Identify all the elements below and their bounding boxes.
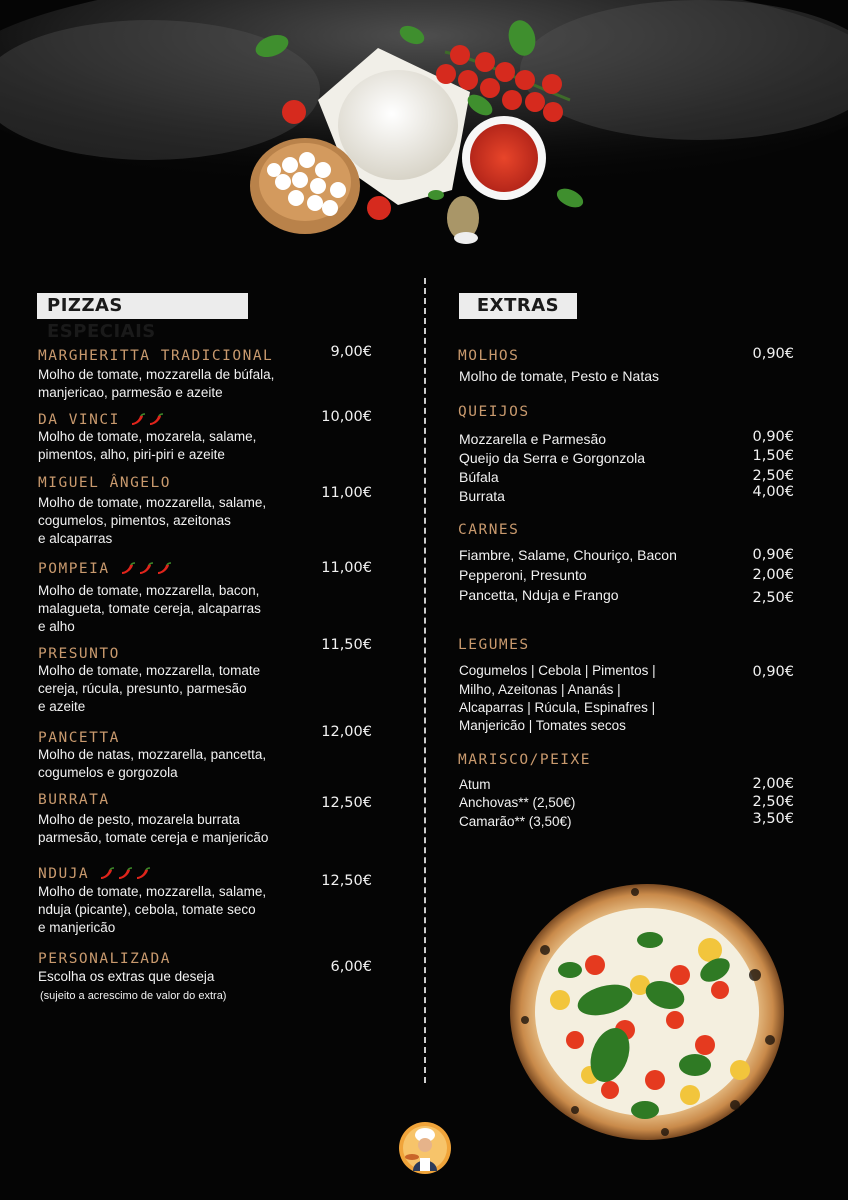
pizza-name bbox=[38, 951, 171, 967]
extras-item: Milho, Azeitonas | Ananás | bbox=[459, 682, 621, 697]
pizza-price: 10,00€ bbox=[321, 409, 372, 425]
extras-item: Queijo da Serra e Gorgonzola bbox=[459, 450, 645, 466]
pizza-name-text: DA VINCI bbox=[38, 412, 120, 428]
extras-item: Cogumelos | Cebola | Pimentos | bbox=[459, 663, 656, 678]
pizza-description: Molho de tomate, mozzarella, salame, nduja (picante), cebola, tomate seco e manjericão bbox=[38, 884, 267, 935]
extras-item: Mozzarella e Parmesão bbox=[459, 431, 607, 447]
extras-group-title: MOLHOS bbox=[458, 348, 520, 364]
pizza-price: 12,00€ bbox=[321, 724, 372, 740]
extras-item: Atum bbox=[459, 777, 491, 792]
extras-price: 2,50€ bbox=[752, 468, 794, 484]
extras-price: 2,50€ bbox=[752, 794, 794, 810]
extras-price: 0,90€ bbox=[752, 429, 794, 445]
pizza-note: (sujeito a acrescimo de valor do extra) bbox=[40, 990, 227, 1002]
chili-pepper-icon bbox=[135, 867, 151, 881]
pizza-photo-image bbox=[505, 880, 790, 1145]
extras-price: 3,50€ bbox=[752, 811, 794, 827]
extras-price: 2,00€ bbox=[752, 776, 794, 792]
spicy-level-icons bbox=[97, 866, 151, 882]
extras-item: Burrata bbox=[459, 488, 505, 504]
pizza-description: Molho de pesto, mozarela burrata parmesão, tomate cereja e manjericão bbox=[38, 812, 269, 845]
pizza-description: Molho de tomate, mozzarella de búfala, manjericao, parmesão e azeite bbox=[38, 367, 275, 400]
pizza-name bbox=[38, 646, 120, 662]
extras-item: Camarão** (3,50€) bbox=[459, 814, 572, 829]
extras-price: 2,00€ bbox=[752, 567, 794, 583]
extras-item: Anchovas** (2,50€) bbox=[459, 795, 576, 810]
pizza-description: Escolha os extras que deseja bbox=[38, 969, 215, 984]
pizza-name-text: PERSONALIZADA bbox=[38, 951, 171, 967]
extras-price: 0,90€ bbox=[752, 664, 794, 680]
pizza-name-text: MIGUEL ÂNGELO bbox=[38, 475, 171, 491]
pizza-price: 9,00€ bbox=[330, 344, 372, 360]
pizza-name bbox=[38, 412, 164, 428]
chef-logo bbox=[398, 1121, 452, 1175]
extras-item: Molho de tomate, Pesto e Natas bbox=[459, 368, 659, 384]
pizza-name bbox=[38, 348, 273, 364]
spicy-level-icons bbox=[128, 412, 164, 428]
extras-item: Manjericão | Tomates secos bbox=[459, 718, 626, 733]
extras-group-title: QUEIJOS bbox=[458, 404, 530, 420]
pizza-name-text: PANCETTA bbox=[38, 730, 120, 746]
pizza-name bbox=[38, 792, 110, 808]
chili-pepper-icon bbox=[120, 562, 136, 576]
extras-group-title: MARISCO/PEIXE bbox=[458, 752, 591, 768]
pizza-description: Molho de tomate, mozarela, salame, pimentos, alho, piri-piri e azeite bbox=[38, 429, 257, 462]
pizza-name bbox=[38, 730, 120, 746]
chili-pepper-icon bbox=[156, 562, 172, 576]
chili-pepper-icon bbox=[148, 413, 164, 427]
chili-pepper-icon bbox=[99, 867, 115, 881]
pizza-price: 11,00€ bbox=[321, 560, 372, 576]
pizzas-section-title: PIZZAS ESPECIAIS bbox=[37, 293, 248, 319]
pizza-description: Molho de tomate, mozzarella, tomate cereja, rúcula, presunto, parmesão e azeite bbox=[38, 663, 261, 714]
pizza-price: 11,50€ bbox=[321, 637, 372, 653]
extras-price: 0,90€ bbox=[752, 547, 794, 563]
chili-pepper-icon bbox=[117, 867, 133, 881]
extras-item: Búfala bbox=[459, 469, 499, 485]
extras-price: 1,50€ bbox=[752, 448, 794, 464]
pizza-description: Molho de natas, mozzarella, pancetta, cogumelos e gorgozola bbox=[38, 747, 267, 780]
pizza-name-text: NDUJA bbox=[38, 866, 90, 882]
spicy-level-icons bbox=[118, 561, 172, 577]
extras-item: Fiambre, Salame, Chouriço, Bacon bbox=[459, 547, 677, 563]
pizza-name-text: MARGHERITTA TRADICIONAL bbox=[38, 348, 274, 364]
hero-ingredients-image bbox=[0, 0, 848, 260]
column-divider bbox=[424, 278, 426, 1083]
pizza-price: 11,00€ bbox=[321, 485, 372, 501]
pizza-price: 12,50€ bbox=[321, 873, 372, 889]
pizza-name bbox=[38, 475, 171, 491]
pizza-name-text: POMPEIA bbox=[38, 561, 110, 577]
pizza-price: 6,00€ bbox=[330, 959, 372, 975]
pizza-name bbox=[38, 561, 172, 577]
extras-item: Alcaparras | Rúcula, Espinafres | bbox=[459, 700, 656, 715]
pizza-price: 12,50€ bbox=[321, 795, 372, 811]
pizza-description: Molho de tomate, mozzarella, bacon, malagueta, tomate cereja, alcaparras e alho bbox=[38, 583, 261, 634]
extras-section-title: EXTRAS bbox=[459, 293, 577, 319]
extras-group-title: CARNES bbox=[458, 522, 520, 538]
extras-group-title: LEGUMES bbox=[458, 637, 530, 653]
pizza-name-text: PRESUNTO bbox=[38, 646, 120, 662]
extras-price: 4,00€ bbox=[752, 484, 794, 500]
pizza-name-text: BURRATA bbox=[38, 792, 110, 808]
chili-pepper-icon bbox=[138, 562, 154, 576]
extras-price: 0,90€ bbox=[752, 346, 794, 362]
extras-price: 2,50€ bbox=[752, 590, 794, 606]
chili-pepper-icon bbox=[130, 413, 146, 427]
extras-item: Pancetta, Nduja e Frango bbox=[459, 587, 619, 603]
pizza-description: Molho de tomate, mozzarella, salame, cogumelos, pimentos, azeitonas e alcaparras bbox=[38, 495, 267, 546]
pizza-name bbox=[38, 866, 151, 882]
extras-item: Pepperoni, Presunto bbox=[459, 567, 587, 583]
